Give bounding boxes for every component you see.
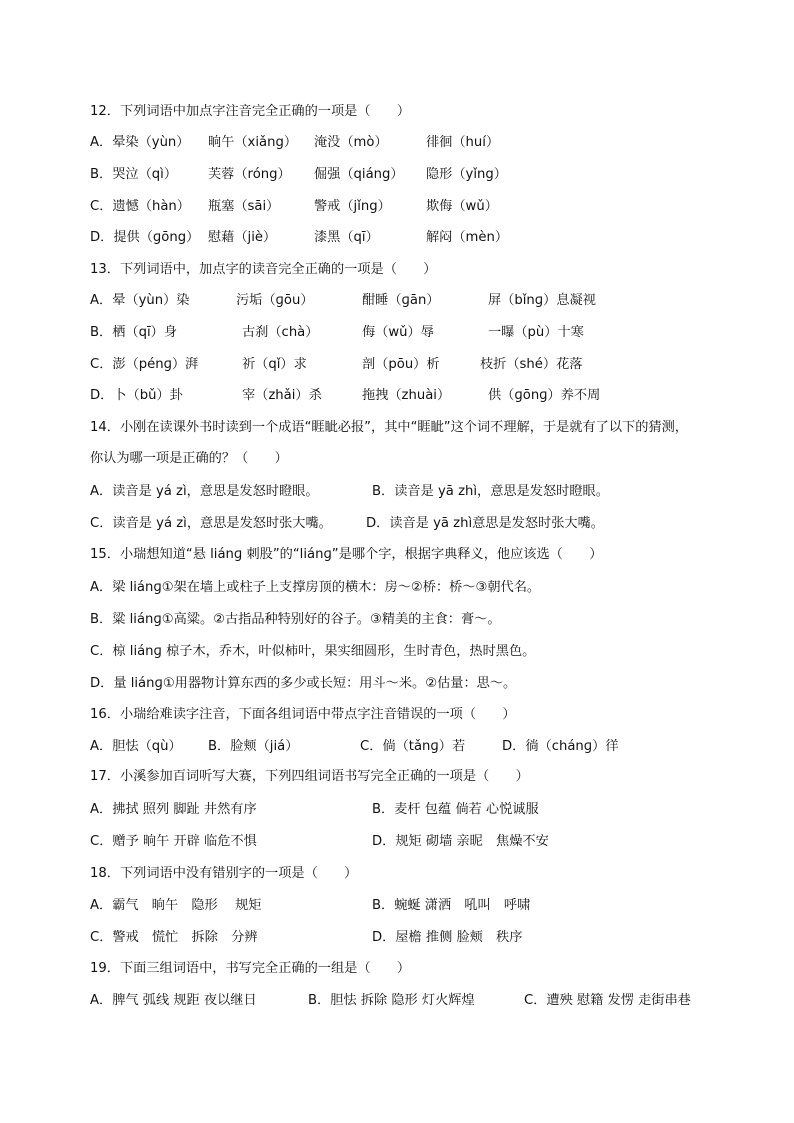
question-15-stem: 15．小瑞想知道“悬 liánɡ 刺股”的“liánɡ”是哪个字，根据字典释义，他应该选（ ） (90, 547, 603, 562)
question-13-stem: 13．下列词语中，加点字的读音完全正确的一项是（ ） (90, 262, 437, 277)
question-14-stem-continued: 你认为哪一项是正确的？（ ） (90, 451, 288, 466)
question-12-stem: 12．下列词语中加点字注音完全正确的一项是（ ） (90, 104, 411, 119)
question-18-stem: 18．下列词语中没有错别字的一项是（ ） (90, 866, 358, 881)
question-17-stem: 17．小溪参加百词听写大赛，下列四组词语书写完全正确的一项是（ ） (90, 769, 529, 784)
question-19-stem: 19．下面三组词语中，书写完全正确的一组是（ ） (90, 961, 411, 976)
question-16-stem: 16．小瑞给难读字注音，下面各组词语中带点字注音错误的一项（ ） (90, 707, 516, 722)
question-14-stem: 14．小刚在读课外书时读到一个成语“睚眦必报”，其中“睚眦”这个词不理解，于是就有了以下的猜测， (90, 420, 688, 435)
question-15-option-b: B．粱 liánɡ①高粱。②古指品种特别好的谷子。③精美的主食：膏～。 (90, 612, 501, 627)
exam-page: 12．下列词语中加点字注音完全正确的一项是（ ） A．晕染（yùn） 晌午（xiǎng） 淹没（mò） 徘徊（huí） B．哭泣（qì） 芙蓉（róng） 倔强（qiáng） 隐形（yǐng） C．遗憾（hàn） 瓶塞（sāi） 警戒（jǐng） 欺侮（wǔ） D．提供（ɡōng） 慰藉（jiè） 漆黑（qī） 解闷（mèn） 13．下列词语中，加点字的读音完全正确的一项是（ ） A．晕（yùn）染 污垢（ɡōu） 酣睡（ɡān） 屏（bǐnɡ）息凝视 B．栖（qī）身 古刹（chà） 侮（wǔ）辱 一曝（pù）十寒 C．澎（pénɡ）湃 祈（qǐ）求 剖（pōu）析 枝折（shé）花落 D．卜（bǔ）卦 宰（zhǎi）杀 拖拽（zhuài） 供（ɡōnɡ）养不周 14．小刚在读课外书时读到一个成语“睚眦必报”，其中“睚眦”这个词不理解，于是就有了以下的猜测， 你认为哪一项是正确的？（ ） A．读音是 yá zì，意思是发怒时瞪眼。 B．读音是 yā zhì，意思是发怒时瞪眼。 C．读音是 yá zì，意思是发怒时张大嘴。 D．读音是 yā zhì意思是发怒时张大嘴。 15．小瑞想知道“悬 liánɡ 刺股”的“liánɡ”是哪个字，根据字典释义，他应该选（ ） A．梁 liánɡ①架在墙上或柱子上支撑房顶的横木：房～②桥：桥～③朝代名。 B．粱 liánɡ①高粱。②古指品种特别好的谷子。③精美的主食：膏～。 C．椋 liánɡ 椋子木，乔木，叶似柿叶，果实细圆形，生时青色，热时黑色。 D．量 liánɡ①用器物计算东西的多少或长短：用斗～米。②估量：思～。 16．小瑞给难读字注音，下面各组词语中带点字注音错误的一项（ ） A．胆怯（qù） B．脸颊（jiá） C．倘（tǎnɡ）若 D．徜（chánɡ）徉 17．小溪参加百词听写大赛，下列四组词语书写完全正确的一项是（ ） A．拂拭 照列 脚趾 井然有序 B．麦杆 包蕴 倘若 心悦诚服 C．赠予 晌午 开辟 临危不惧 D．规矩 砌墙 亲昵 焦燥不安 18．下列词语中没有错别字的一项是（ ） A．霸气 晌午 隐形 规矩 B．蜿蜒 潇洒 吼叫 呼啸 C．警戒 慌忙 拆除 分辨 D．屋檐 推侧 脸颊 秩序 19．下面三组词语中，书写完全正确的一组是（ ） A．脾气 弧线 规距 夜以继日 B．胆怯 拆除 隐形 灯火辉煌 C．遭殃 慰籍 发愣 走街串巷 (90, 104, 691, 1008)
question-15-option-d: D．量 liánɡ①用器物计算东西的多少或长短：用斗～米。②估量：思～。 (90, 676, 517, 691)
question-15-option-c: C．椋 liánɡ 椋子木，乔木，叶似柿叶，果实细圆形，生时青色，热时黑色。 (90, 644, 536, 659)
question-15-option-a: A．梁 liánɡ①架在墙上或柱子上支撑房顶的横木：房～②桥：桥～③朝代名。 (90, 580, 541, 595)
